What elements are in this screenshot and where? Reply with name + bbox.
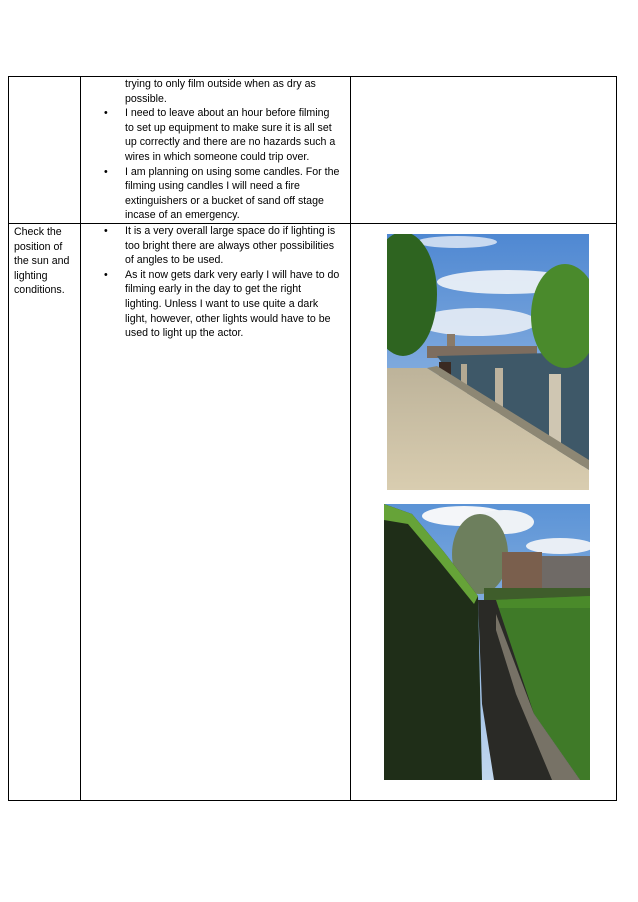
notes-line: incase of an emergency. — [125, 209, 240, 222]
row2-notes-cell — [81, 223, 351, 800]
row1-notes-list — [81, 77, 350, 223]
task-line: the sun and — [14, 255, 70, 268]
notes-bullet: • I am planning on using some candles. For the — [81, 165, 350, 180]
river-photo-image — [387, 234, 589, 490]
notes-line: to set up equipment to make sure it is all set — [125, 121, 332, 134]
notes-line: wires in which someone could trip over. — [125, 150, 310, 163]
row2-notes-list — [81, 224, 350, 341]
task-label — [9, 224, 80, 298]
task-line: Check the — [14, 225, 62, 238]
notes-line: extinguishers or a bucket of sand off stage — [125, 194, 324, 207]
notes-bullet: • I need to leave about an hour before filming — [81, 106, 350, 121]
row1-task-cell — [9, 77, 81, 224]
row1-image-cell — [351, 77, 617, 224]
notes-line: filming early in the day to get the right — [125, 283, 302, 296]
notes-line: used to light up the actor. — [125, 327, 244, 340]
row2-task-cell — [9, 223, 81, 800]
hedge-path-photo-image — [384, 504, 590, 780]
notes-line: too bright there are always other possibilities — [125, 239, 335, 252]
notes-line: up correctly and there are no hazards such a — [125, 136, 336, 149]
table-row — [9, 77, 617, 224]
task-line: lighting — [14, 269, 48, 282]
hedge-path-photo — [384, 504, 590, 780]
row1-notes-cell — [81, 77, 351, 224]
task-line: position of — [14, 240, 63, 253]
notes-line: possible. — [125, 92, 167, 105]
notes-bullet: • As it now gets dark very early I will have to do — [81, 268, 350, 283]
notes-line: trying to only film outside when as dry as — [125, 78, 316, 90]
notes-line: filming using candles I will need a fire — [125, 180, 300, 193]
task-line: conditions. — [14, 284, 65, 297]
river-photo — [387, 234, 589, 490]
notes-line: lighting. Unless I want to use quite a dark — [125, 297, 319, 310]
notes-line: light, however, other lights would have to be — [125, 312, 331, 325]
notes-bullet: • It is a very overall large space do if lighting is — [81, 224, 350, 239]
notes-line: of angles to be used. — [125, 254, 224, 267]
